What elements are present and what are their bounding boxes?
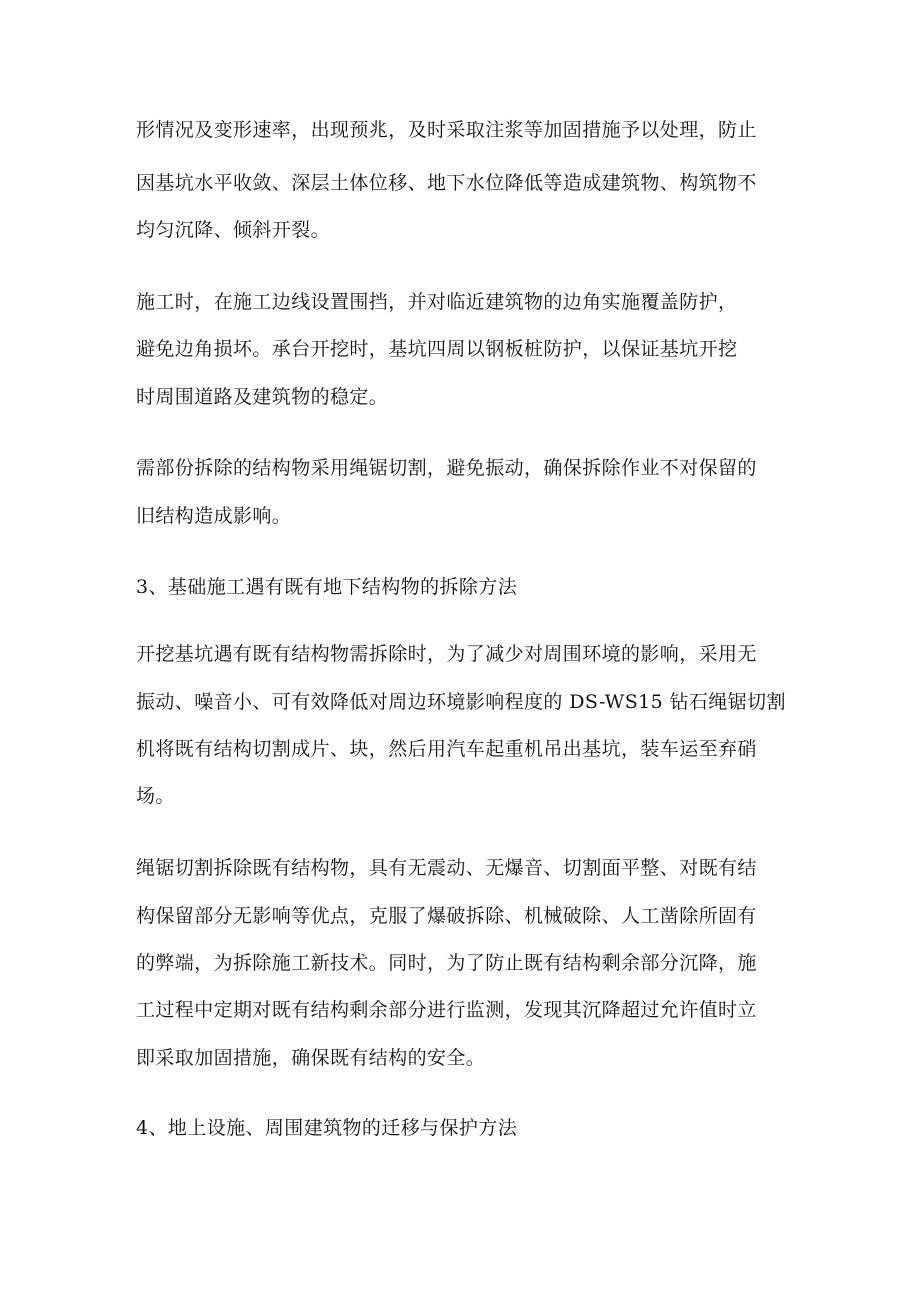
paragraph-2-line-2: 避免边角损坏。承台开挖时，基坑四周以钢板桩防护，以保证基坑开挖 — [136, 338, 738, 360]
paragraph-1-line-3: 均匀沉降、倾斜开裂。 — [136, 219, 331, 241]
paragraph-2-line-3: 时周围道路及建筑物的稳定。 — [136, 386, 389, 408]
section-heading-3: 3、基础施工遇有既有地下结构物的拆除方法 — [136, 576, 518, 598]
paragraph-5-line-1: 开挖基坑遇有既有结构物需拆除时，为了减少对周围环境的影响，采用无 — [136, 643, 757, 665]
section-heading-4: 4、地上设施、周围建筑物的迁移与保护方法 — [136, 1117, 518, 1139]
paragraph-6-line-2: 构保留部分无影响等优点，克服了爆破拆除、机械破除、人工凿除所固有 — [136, 905, 757, 927]
paragraph-6-line-3: 的弊端，为拆除施工新技术。同时，为了防止既有结构剩余部分沉降，施 — [136, 952, 757, 974]
paragraph-3-line-1: 需部份拆除的结构物采用绳锯切割，避免振动，确保拆除作业不对保留的 — [136, 457, 757, 479]
paragraph-6-line-4: 工过程中定期对既有结构剩余部分进行监测，发现其沉降超过允许值时立 — [136, 999, 757, 1021]
paragraph-5-line-3: 机将既有结构切割成片、块，然后用汽车起重机吊出基坑，装车运至弃硝 — [136, 738, 757, 760]
paragraph-6-line-5: 即采取加固措施，确保既有结构的安全。 — [136, 1047, 486, 1069]
paragraph-1-line-1: 形情况及变形速率，出现预兆，及时采取注浆等加固措施予以处理，防止 — [136, 119, 757, 141]
paragraph-5-line-2: 振动、噪音小、可有效降低对周边环境影响程度的 DS-WS15 钻石绳锯切割 — [136, 691, 786, 713]
paragraph-6-line-1: 绳锯切割拆除既有结构物，具有无震动、无爆音、切割面平整、对既有结 — [136, 857, 757, 879]
paragraph-2-line-1: 施工时，在施工边线设置围挡，并对临近建筑物的边角实施覆盖防护， — [136, 291, 738, 313]
paragraph-3-line-2: 旧结构造成影响。 — [136, 505, 292, 527]
paragraph-1-line-2: 因基坑水平收敛、深层土体位移、地下水位降低等造成建筑物、构筑物不 — [136, 172, 757, 194]
paragraph-5-line-4: 场。 — [136, 785, 175, 807]
